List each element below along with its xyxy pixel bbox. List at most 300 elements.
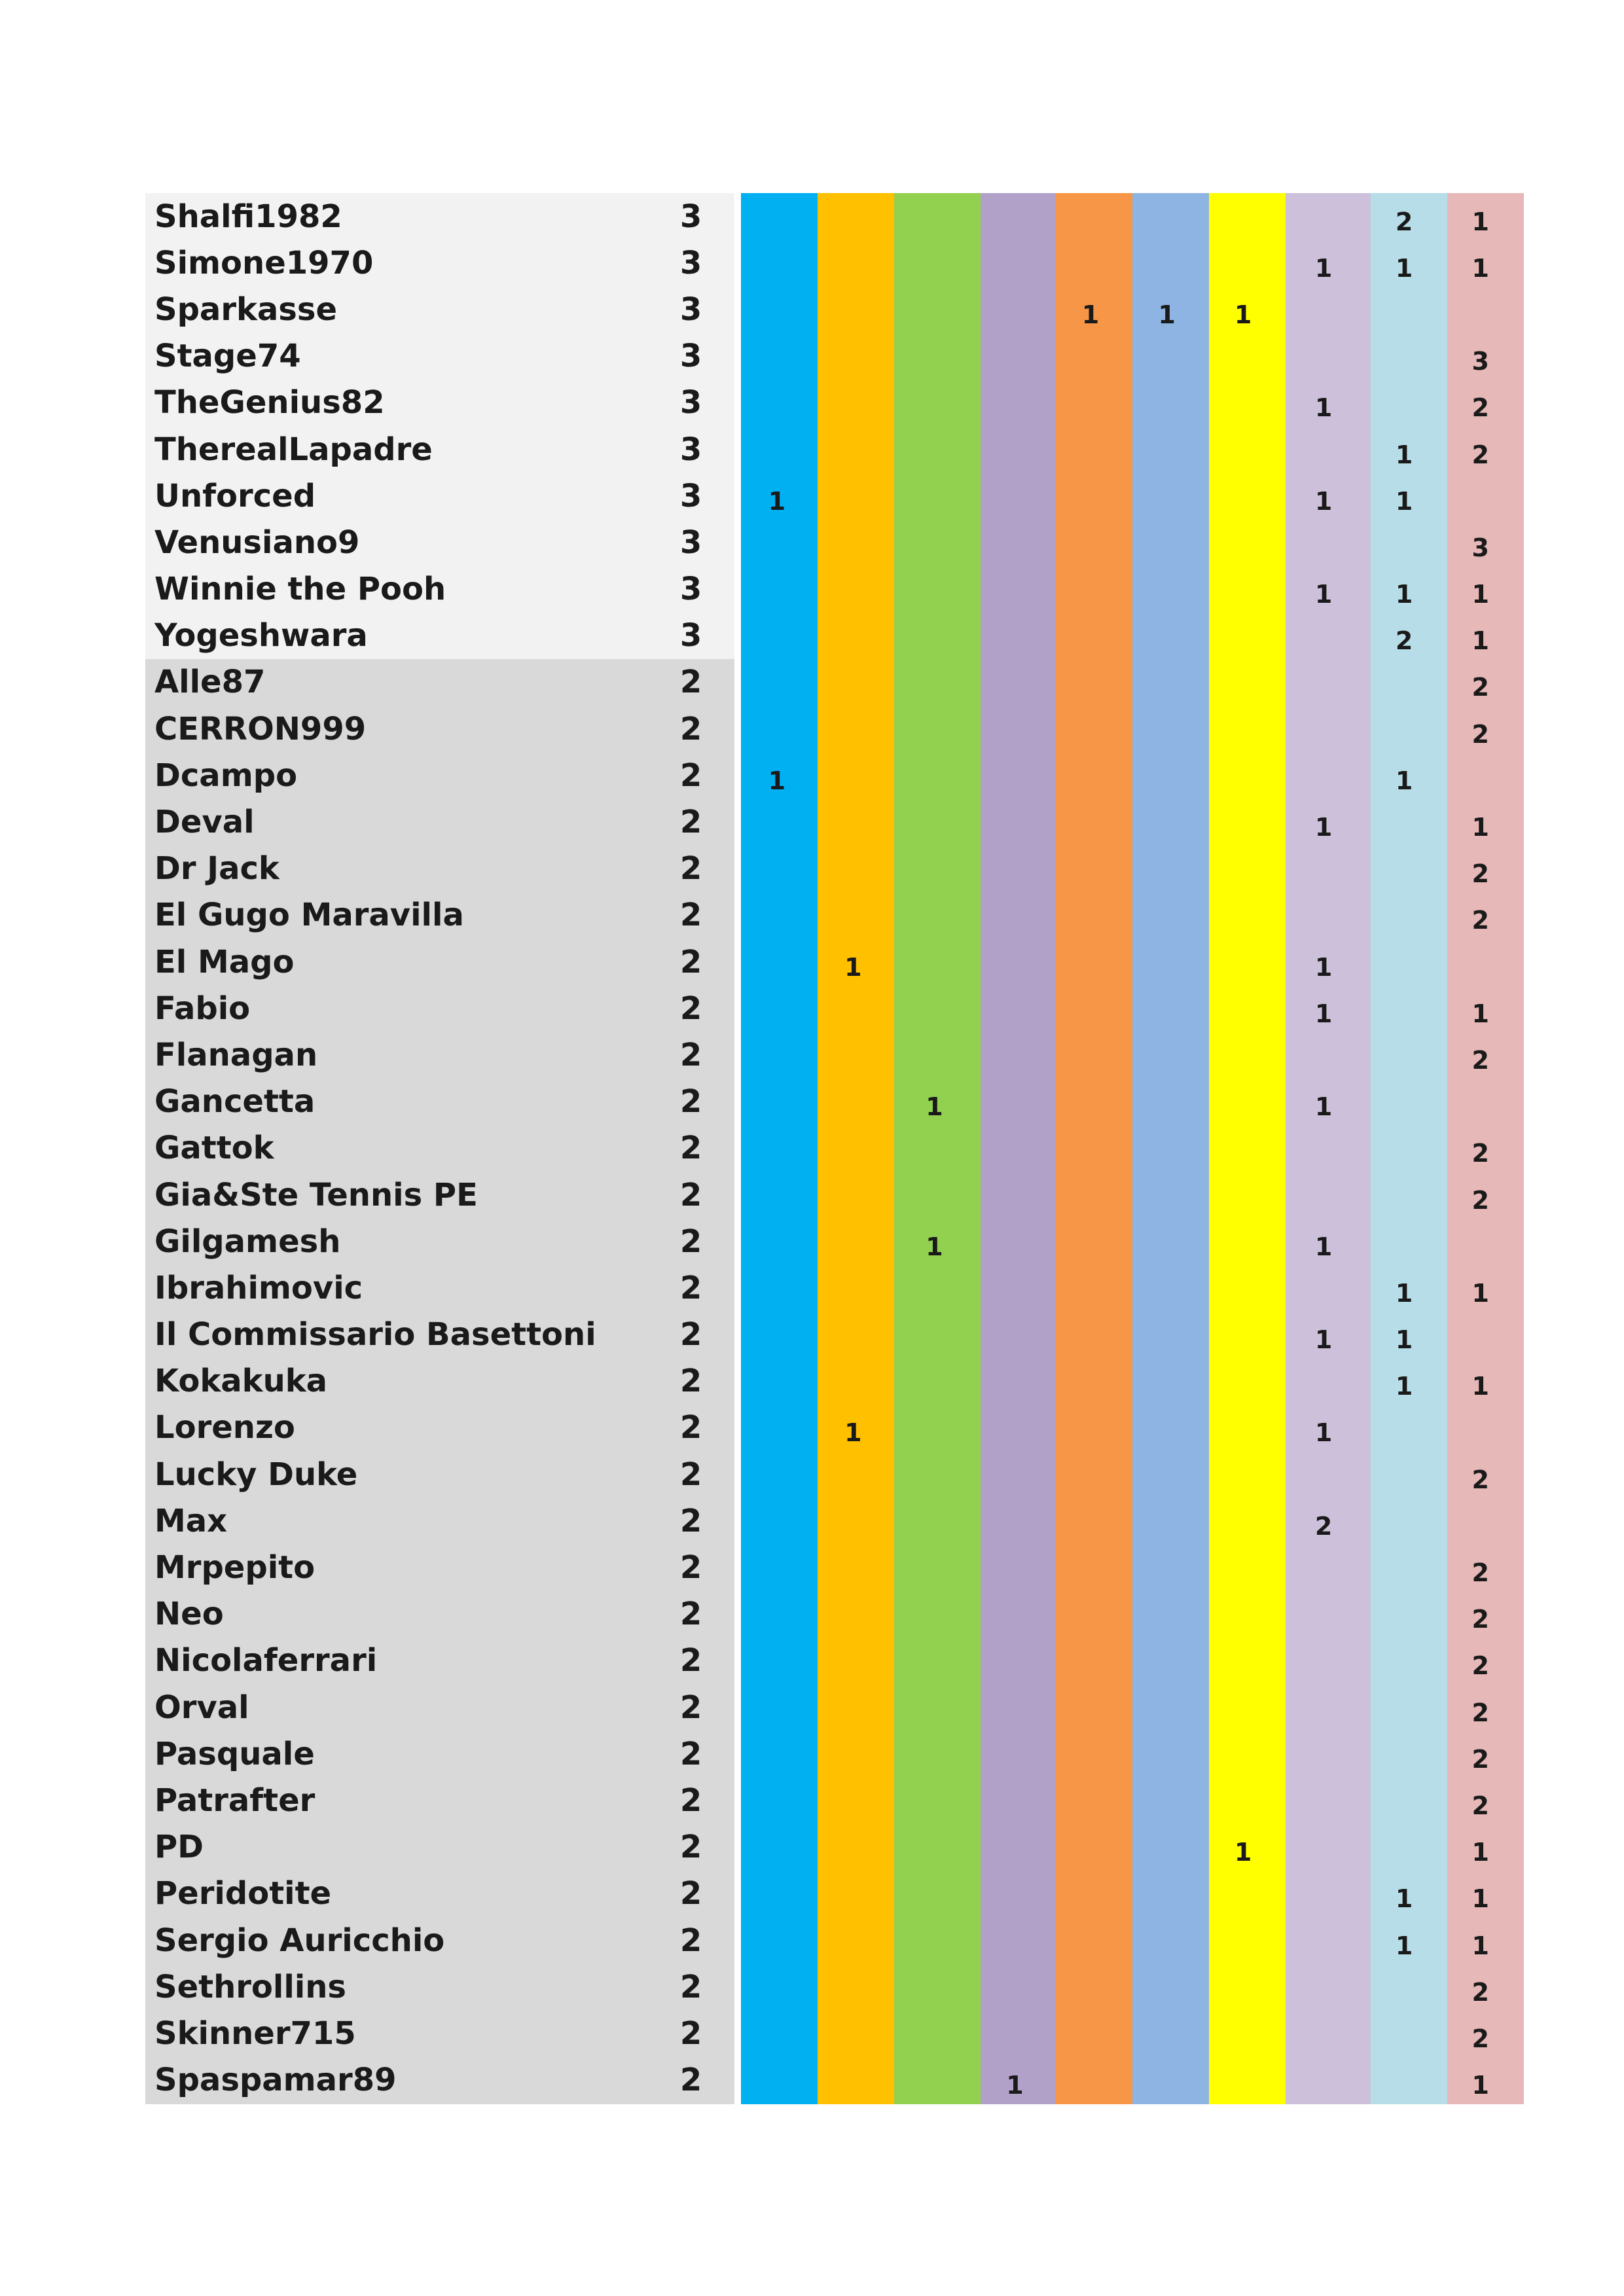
player-name: Il Commissario Basettoni <box>154 1316 596 1354</box>
score-cell-2 <box>815 910 892 920</box>
player-total: 2 <box>679 757 702 794</box>
score-cell-8 <box>1281 444 1366 455</box>
table-row <box>145 1871 1519 1917</box>
score-cell-8 <box>1281 2075 1366 2085</box>
score-cell-2 <box>815 1655 892 1666</box>
score-cell-10: 2 <box>1471 1605 1489 1634</box>
score-cell-9 <box>1366 1143 1443 1153</box>
score-cell-10: 1 <box>1471 253 1489 283</box>
score-cell-1 <box>739 1655 816 1666</box>
score-cell-7 <box>1205 2028 1282 2039</box>
score-cell-1 <box>739 1050 816 1060</box>
score-cell-3 <box>892 1935 978 1946</box>
player-name: Max <box>154 1502 228 1539</box>
score-cell-1 <box>739 304 816 315</box>
score-cell-6 <box>1128 1795 1205 1806</box>
score-cell-2 <box>815 1795 892 1806</box>
score-cell-3 <box>892 491 978 501</box>
score-cell-7 <box>1205 584 1282 594</box>
score-cell-7 <box>1205 677 1282 687</box>
score-cell-6 <box>1128 211 1205 222</box>
table-row <box>145 798 1519 845</box>
player-name: Ibrahimovic <box>154 1269 363 1306</box>
score-cell-2 <box>815 1376 892 1386</box>
player-name: Alle87 <box>154 664 266 701</box>
player-name: Sergio Auricchio <box>154 1922 445 1959</box>
score-cell-1 <box>739 1888 816 1899</box>
score-cell-8: 1 <box>1314 999 1333 1028</box>
score-cell-5 <box>1053 1655 1129 1666</box>
score-cell-5 <box>1053 957 1129 967</box>
score-cell-6: 1 <box>1158 300 1176 329</box>
score-cell-2 <box>815 1050 892 1060</box>
score-cell-9: 1 <box>1395 1278 1413 1308</box>
score-cell-2 <box>815 491 892 501</box>
score-cell-1 <box>739 2028 816 2039</box>
score-cell-9: 2 <box>1395 626 1413 656</box>
score-cell-7 <box>1205 211 1282 222</box>
score-cell-6 <box>1128 537 1205 548</box>
score-cell-3 <box>892 304 978 315</box>
score-cell-6 <box>1128 957 1205 967</box>
table-row <box>145 1777 1519 1823</box>
score-cell-5 <box>1053 1469 1129 1480</box>
score-cell-10 <box>1442 770 1519 781</box>
score-cell-3 <box>892 1329 978 1340</box>
score-cell-6 <box>1128 1096 1205 1107</box>
table-row <box>145 566 1519 613</box>
score-cell-2 <box>815 1842 892 1852</box>
score-cell-8 <box>1281 1609 1366 1619</box>
table-row <box>145 846 1519 892</box>
score-cell-3 <box>892 1516 978 1526</box>
score-cell-5 <box>1053 1982 1129 1992</box>
score-cell-1: 1 <box>768 486 786 516</box>
table-row <box>145 659 1519 706</box>
score-cell-1 <box>739 211 816 222</box>
score-cell-3 <box>892 537 978 548</box>
score-cell-8 <box>1281 1935 1366 1946</box>
score-cell-7 <box>1205 770 1282 781</box>
score-cell-7 <box>1205 397 1282 408</box>
score-cell-10: 2 <box>1471 1791 1489 1820</box>
score-cell-4 <box>977 1702 1053 1713</box>
player-name: Neo <box>154 1596 224 1633</box>
score-cell-9 <box>1366 397 1443 408</box>
score-cell-1 <box>739 1609 816 1619</box>
score-cell-4 <box>977 1003 1053 1014</box>
player-name: Gancetta <box>154 1083 316 1121</box>
score-cell-4 <box>977 1842 1053 1852</box>
score-cell-10: 1 <box>1471 813 1489 842</box>
score-cell-7 <box>1205 1283 1282 1293</box>
player-total: 2 <box>679 943 702 980</box>
score-cell-5: 1 <box>1081 300 1100 329</box>
score-cell-4 <box>977 1329 1053 1340</box>
score-cell-8 <box>1281 770 1366 781</box>
score-cell-3 <box>892 910 978 920</box>
player-total: 3 <box>679 571 702 608</box>
score-cell-10: 1 <box>1471 626 1489 656</box>
player-name: Lorenzo <box>154 1409 295 1446</box>
score-cell-8 <box>1281 2028 1366 2039</box>
score-cell-2 <box>815 1516 892 1526</box>
score-cell-3 <box>892 1003 978 1014</box>
player-total: 3 <box>679 291 702 328</box>
score-cell-5 <box>1053 1888 1129 1899</box>
player-name: Flanagan <box>154 1036 318 1073</box>
score-cell-4 <box>977 397 1053 408</box>
score-cell-3 <box>892 2075 978 2085</box>
score-cell-1 <box>739 444 816 455</box>
score-cell-1 <box>739 1842 816 1852</box>
score-cell-8 <box>1281 1376 1366 1386</box>
score-cell-9 <box>1366 863 1443 874</box>
score-cell-7 <box>1205 817 1282 827</box>
score-cell-10: 2 <box>1471 1698 1489 1727</box>
player-total: 2 <box>679 1409 702 1446</box>
score-cell-10: 1 <box>1471 1931 1489 1960</box>
player-total: 2 <box>679 1036 702 1073</box>
score-cell-9 <box>1366 1469 1443 1480</box>
score-cell-10: 2 <box>1471 2024 1489 2053</box>
score-cell-9 <box>1366 1190 1443 1200</box>
score-cell-2 <box>815 1143 892 1153</box>
player-name: TherealLapadre <box>154 431 433 468</box>
score-cell-1 <box>739 630 816 641</box>
table-row <box>145 1544 1519 1590</box>
score-cell-9: 1 <box>1395 580 1413 609</box>
score-cell-4 <box>977 1982 1053 1992</box>
score-cell-3 <box>892 1795 978 1806</box>
player-total: 3 <box>679 198 702 235</box>
score-cell-3 <box>892 957 978 967</box>
score-cell-5 <box>1053 817 1129 827</box>
score-cell-2 <box>815 1702 892 1713</box>
table-row <box>145 1312 1519 1358</box>
score-cell-9 <box>1366 1655 1443 1666</box>
score-cell-7 <box>1205 863 1282 874</box>
score-cell-9 <box>1366 1003 1443 1014</box>
score-cell-6 <box>1128 1003 1205 1014</box>
score-cell-5 <box>1053 910 1129 920</box>
score-cell-6 <box>1128 1516 1205 1526</box>
score-cell-7 <box>1205 1376 1282 1386</box>
player-name: Dcampo <box>154 757 298 794</box>
score-cell-8 <box>1281 1562 1366 1573</box>
score-cell-8 <box>1281 1982 1366 1992</box>
score-cell-1 <box>739 2075 816 2085</box>
table-row <box>145 380 1519 426</box>
score-cell-4 <box>977 677 1053 687</box>
score-cell-2 <box>815 1562 892 1573</box>
player-name: Gattok <box>154 1130 274 1167</box>
score-cell-4 <box>977 1795 1053 1806</box>
score-cell-5 <box>1053 1236 1129 1247</box>
score-cell-5 <box>1053 584 1129 594</box>
score-cell-7 <box>1205 1888 1282 1899</box>
score-cell-2 <box>815 1003 892 1014</box>
score-cell-1 <box>739 1795 816 1806</box>
player-total: 2 <box>679 1968 702 2005</box>
score-cell-6 <box>1128 1842 1205 1852</box>
player-total: 3 <box>679 338 702 375</box>
score-cell-3 <box>892 351 978 361</box>
score-cell-4 <box>977 1376 1053 1386</box>
player-total: 3 <box>679 524 702 561</box>
score-cell-4 <box>977 304 1053 315</box>
score-cell-5 <box>1053 397 1129 408</box>
score-cell-1 <box>739 817 816 827</box>
score-cell-3 <box>892 630 978 641</box>
score-cell-3 <box>892 211 978 222</box>
score-cell-3 <box>892 1749 978 1759</box>
score-cell-6 <box>1128 1749 1205 1759</box>
score-cell-9 <box>1366 1749 1443 1759</box>
player-total: 2 <box>679 1922 702 1959</box>
score-cell-8 <box>1281 630 1366 641</box>
score-cell-6 <box>1128 1935 1205 1946</box>
score-cell-6 <box>1128 1376 1205 1386</box>
score-cell-6 <box>1128 770 1205 781</box>
score-cell-10 <box>1442 1329 1519 1340</box>
score-cell-4 <box>977 537 1053 548</box>
score-cell-1 <box>739 1329 816 1340</box>
score-cell-8 <box>1281 1795 1366 1806</box>
score-cell-8: 1 <box>1314 253 1333 283</box>
score-cell-8 <box>1281 1190 1366 1200</box>
table-row <box>145 1172 1519 1218</box>
player-name: Gilgamesh <box>154 1223 341 1260</box>
score-cell-3 <box>892 770 978 781</box>
score-cell-1 <box>739 351 816 361</box>
score-cell-9 <box>1366 304 1443 315</box>
score-cell-2 <box>815 1888 892 1899</box>
score-cell-5 <box>1053 1329 1129 1340</box>
score-cell-1 <box>739 537 816 548</box>
score-cell-6 <box>1128 1888 1205 1899</box>
score-cell-3 <box>892 1655 978 1666</box>
score-cell-9 <box>1366 1516 1443 1526</box>
table-row <box>145 1684 1519 1731</box>
score-cell-7 <box>1205 1516 1282 1526</box>
score-cell-7 <box>1205 630 1282 641</box>
score-cell-6 <box>1128 258 1205 268</box>
score-cell-7 <box>1205 1236 1282 1247</box>
table-row <box>145 1824 1519 1871</box>
player-total: 2 <box>679 1596 702 1633</box>
score-cell-3 <box>892 863 978 874</box>
score-cell-9 <box>1366 957 1443 967</box>
player-name: Mrpepito <box>154 1549 316 1587</box>
score-cell-4 <box>977 444 1053 455</box>
score-cell-4 <box>977 1469 1053 1480</box>
score-cell-6 <box>1128 1329 1205 1340</box>
score-cell-2 <box>815 817 892 827</box>
score-cell-4 <box>977 1050 1053 1060</box>
player-name: Skinner715 <box>154 2015 356 2052</box>
score-cell-4 <box>977 1935 1053 1946</box>
score-cell-10: 2 <box>1471 440 1489 469</box>
score-cell-5 <box>1053 444 1129 455</box>
player-name: Simone1970 <box>154 244 374 281</box>
table-row <box>145 519 1519 565</box>
score-cell-9: 1 <box>1395 766 1413 795</box>
score-cell-1 <box>739 258 816 268</box>
score-cell-8: 2 <box>1314 1511 1333 1541</box>
score-cell-5 <box>1053 537 1129 548</box>
table-row <box>145 473 1519 519</box>
player-name: PD <box>154 1829 204 1866</box>
score-cell-5 <box>1053 1749 1129 1759</box>
table-row <box>145 240 1519 286</box>
score-cell-1 <box>739 1422 816 1433</box>
score-cell-6 <box>1128 1982 1205 1992</box>
player-name: Sethrollins <box>154 1968 346 2005</box>
player-total: 2 <box>679 804 702 841</box>
score-cell-4 <box>977 1236 1053 1247</box>
table-row <box>145 1218 1519 1265</box>
score-cell-8: 1 <box>1314 1092 1333 1122</box>
score-cell-2 <box>815 444 892 455</box>
player-total: 2 <box>679 1083 702 1121</box>
table-row <box>145 1451 1519 1498</box>
score-cell-8 <box>1281 211 1366 222</box>
player-total: 2 <box>679 1829 702 1866</box>
score-cell-4 <box>977 1655 1053 1666</box>
score-cell-10: 2 <box>1471 1185 1489 1215</box>
score-cell-10: 2 <box>1471 906 1489 935</box>
score-cell-4 <box>977 1283 1053 1293</box>
score-cell-1 <box>739 1283 816 1293</box>
score-cell-8 <box>1281 1842 1366 1852</box>
score-cell-4 <box>977 770 1053 781</box>
score-cell-5 <box>1053 1143 1129 1153</box>
table-row <box>145 1591 1519 1638</box>
table-row <box>145 2057 1519 2104</box>
score-cell-10: 3 <box>1471 533 1489 562</box>
score-cell-7 <box>1205 1096 1282 1107</box>
score-cell-8 <box>1281 1143 1366 1153</box>
player-total: 2 <box>679 2062 702 2099</box>
score-cell-7 <box>1205 724 1282 734</box>
score-cell-2 <box>815 2028 892 2039</box>
score-cell-6 <box>1128 677 1205 687</box>
score-cell-2 <box>815 1190 892 1200</box>
score-cell-9 <box>1366 2028 1443 2039</box>
score-cell-5 <box>1053 351 1129 361</box>
score-cell-5 <box>1053 1422 1129 1433</box>
player-name: Pasquale <box>154 1735 315 1772</box>
score-cell-5 <box>1053 1050 1129 1060</box>
score-cell-2 <box>815 2075 892 2085</box>
score-cell-7 <box>1205 1562 1282 1573</box>
player-total: 3 <box>679 244 702 281</box>
score-cell-1 <box>739 957 816 967</box>
score-cell-8 <box>1281 1888 1366 1899</box>
score-cell-7 <box>1205 910 1282 920</box>
score-cell-10: 2 <box>1471 393 1489 423</box>
player-name: Orval <box>154 1689 249 1726</box>
score-cell-9 <box>1366 724 1443 734</box>
score-cell-3: 1 <box>926 1232 943 1261</box>
table-row <box>145 1405 1519 1451</box>
score-cell-6 <box>1128 1609 1205 1619</box>
score-cell-1 <box>739 1190 816 1200</box>
score-cell-6 <box>1128 630 1205 641</box>
score-cell-8 <box>1281 1702 1366 1713</box>
score-cell-9 <box>1366 1842 1443 1852</box>
table-row <box>145 1125 1519 1172</box>
score-cell-10 <box>1442 957 1519 967</box>
score-cell-2 <box>815 397 892 408</box>
score-cell-10 <box>1442 491 1519 501</box>
score-cell-4 <box>977 863 1053 874</box>
score-cell-5 <box>1053 258 1129 268</box>
table-row <box>145 1358 1519 1405</box>
score-cell-9 <box>1366 1702 1443 1713</box>
score-cell-7 <box>1205 1982 1282 1992</box>
score-cell-2 <box>815 1283 892 1293</box>
score-cell-5 <box>1053 1609 1129 1619</box>
score-cell-10: 2 <box>1471 673 1489 702</box>
table-body <box>145 193 1519 2104</box>
score-cell-5 <box>1053 1096 1129 1107</box>
player-total: 3 <box>679 431 702 468</box>
score-cell-4 <box>977 211 1053 222</box>
score-cell-7 <box>1205 1422 1282 1433</box>
score-cell-6 <box>1128 397 1205 408</box>
score-cell-10 <box>1442 1422 1519 1433</box>
score-cell-4 <box>977 1609 1053 1619</box>
player-name: Gia&Ste Tennis PE <box>154 1176 478 1213</box>
score-cell-9: 1 <box>1395 486 1413 516</box>
table-row <box>145 752 1519 798</box>
score-cell-1 <box>739 1935 816 1946</box>
score-cell-10: 2 <box>1471 719 1489 749</box>
score-cell-4 <box>977 491 1053 501</box>
score-cell-10: 2 <box>1471 1465 1489 1494</box>
score-cell-2 <box>815 1609 892 1619</box>
score-cell-2 <box>815 630 892 641</box>
table-row <box>145 1079 1519 1125</box>
score-cell-8 <box>1281 863 1366 874</box>
table-row <box>145 1917 1519 1964</box>
score-cell-5 <box>1053 863 1129 874</box>
score-cell-8 <box>1281 1469 1366 1480</box>
player-total: 2 <box>679 1269 702 1306</box>
score-cell-10 <box>1442 304 1519 315</box>
score-cell-8 <box>1281 1655 1366 1666</box>
score-cell-5 <box>1053 2075 1129 2085</box>
score-cell-5 <box>1053 1190 1129 1200</box>
score-cell-9 <box>1366 1609 1443 1619</box>
score-cell-9 <box>1366 537 1443 548</box>
score-cell-7 <box>1205 1190 1282 1200</box>
player-total: 2 <box>679 1735 702 1772</box>
table-row <box>145 1031 1519 1078</box>
score-cell-10: 1 <box>1471 1372 1489 1401</box>
score-cell-6 <box>1128 1562 1205 1573</box>
player-total: 2 <box>679 1875 702 1912</box>
table-row <box>145 1265 1519 1311</box>
score-cell-3 <box>892 817 978 827</box>
score-cell-3 <box>892 1190 978 1200</box>
score-cell-1 <box>739 1236 816 1247</box>
table-row <box>145 2010 1519 2056</box>
score-cell-9 <box>1366 1050 1443 1060</box>
player-total: 2 <box>679 1502 702 1539</box>
